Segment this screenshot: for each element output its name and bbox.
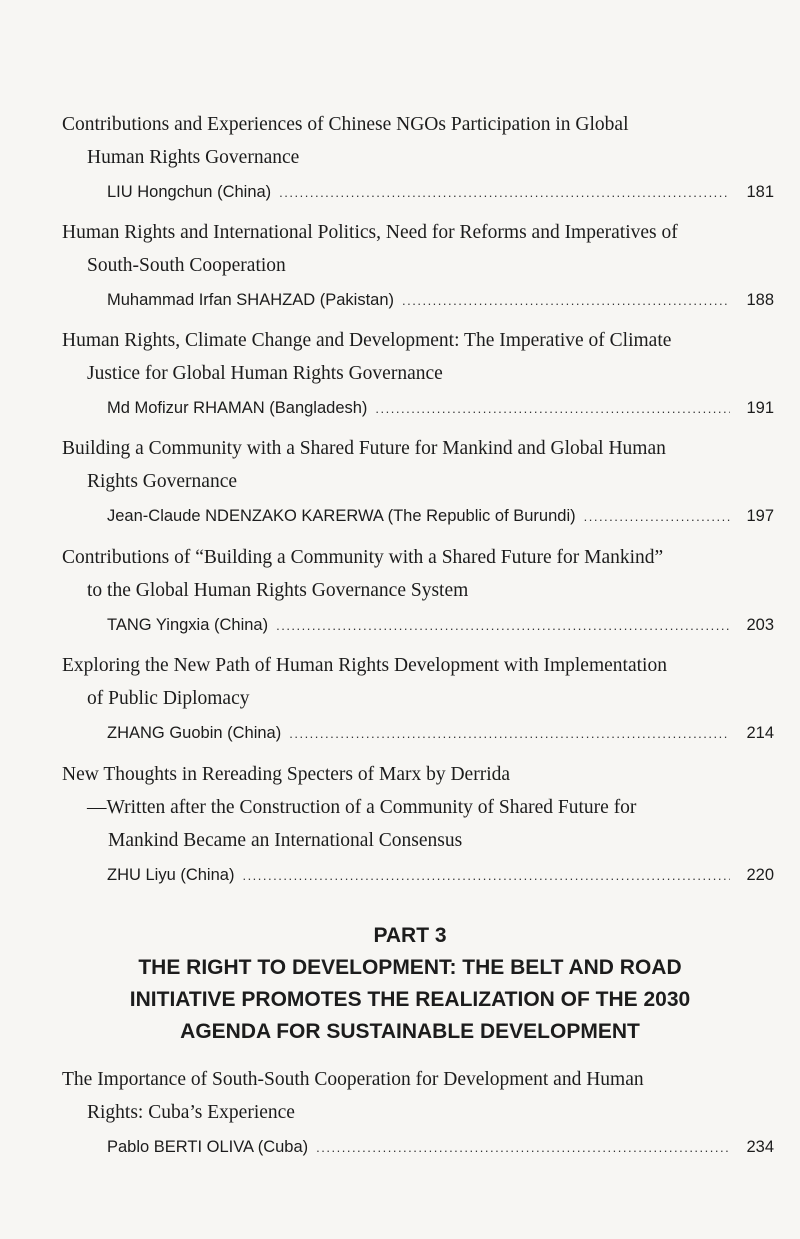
entry-title-line: —Written after the Construction of a Community of Shared Future for (87, 797, 637, 818)
toc-entry[interactable] (62, 324, 774, 426)
toc-entry[interactable] (62, 758, 774, 893)
part-heading (60, 920, 760, 1048)
entry-title-line: Mankind Became an International Consensus (108, 830, 463, 851)
part-title-line: INITIATIVE PROMOTES THE REALIZATION OF THE 2030 (129, 988, 691, 1011)
dot-leader (316, 1131, 730, 1165)
entry-title-line: South-South Cooperation (87, 255, 286, 276)
page-number: 197 (746, 507, 774, 525)
author-line (62, 175, 774, 210)
dot-leader (276, 609, 730, 643)
entry-title-line: The Importance of South-South Cooperation for Development and Human (62, 1069, 644, 1090)
entry-title-line: Building a Community with a Shared Future for Mankind and Global Human (62, 438, 666, 459)
entry-author: Jean-Claude NDENZAKO KARERWA (The Republic of Burundi) (107, 507, 576, 525)
entry-title (62, 758, 774, 857)
entry-title (62, 541, 774, 607)
dot-leader (289, 717, 730, 751)
entry-title-line: Human Rights and International Politics, Need for Reforms and Imperatives of (62, 222, 678, 243)
entry-title-line: New Thoughts in Rereading Specters of Marx by Derrida (62, 764, 511, 785)
entry-title-line: Rights: Cuba’s Experience (87, 1102, 295, 1123)
page-number: 214 (746, 724, 774, 742)
dot-leader (279, 176, 730, 210)
author-line (62, 716, 774, 751)
dot-leader (584, 500, 730, 534)
entry-title (62, 1063, 774, 1129)
entry-title-line: to the Global Human Rights Governance System (87, 580, 469, 601)
dot-leader (242, 859, 730, 893)
entry-title-line: Justice for Global Human Rights Governance (87, 363, 443, 384)
entry-author: ZHANG Guobin (China) (107, 724, 282, 742)
author-line (62, 391, 774, 426)
author-line (62, 1130, 774, 1165)
toc-entry[interactable] (62, 541, 774, 643)
author-line (62, 858, 774, 893)
entry-title (62, 324, 774, 390)
page-number: 191 (746, 399, 774, 417)
entry-author: Muhammad Irfan SHAHZAD (Pakistan) (107, 291, 395, 309)
entry-title (62, 432, 774, 498)
entry-author: LIU Hongchun (China) (107, 183, 272, 201)
entry-title (62, 649, 774, 715)
part-title-line: THE RIGHT TO DEVELOPMENT: THE BELT AND ROAD (138, 956, 682, 979)
toc-entry[interactable] (62, 108, 774, 210)
page-number: 234 (746, 1138, 774, 1156)
toc-entry[interactable] (62, 216, 774, 318)
page-number: 188 (746, 291, 774, 309)
entry-title-line: Exploring the New Path of Human Rights Development with Implementation (62, 655, 667, 676)
toc-entry[interactable] (62, 649, 774, 751)
entry-title (62, 216, 774, 282)
entry-title-line: of Public Diplomacy (87, 688, 250, 709)
page-number: 181 (746, 183, 774, 201)
part-label: PART 3 (373, 924, 447, 947)
dot-leader (375, 392, 730, 426)
entry-title (62, 108, 774, 174)
entry-title-line: Human Rights Governance (87, 147, 300, 168)
page-number: 220 (746, 866, 774, 884)
dot-leader (402, 284, 730, 318)
entry-author: TANG Yingxia (China) (107, 616, 269, 634)
page-number: 203 (746, 616, 774, 634)
entry-title-line: Rights Governance (87, 471, 238, 492)
entry-title-line: Contributions of “Building a Community with a Shared Future for Mankind” (62, 547, 664, 568)
entry-author: Pablo BERTI OLIVA (Cuba) (107, 1138, 309, 1156)
part-title-line: AGENDA FOR SUSTAINABLE DEVELOPMENT (180, 1020, 640, 1043)
author-line (62, 499, 774, 534)
author-line (62, 283, 774, 318)
toc-entry[interactable] (62, 1063, 774, 1165)
entry-title-line: Human Rights, Climate Change and Development: The Imperative of Climate (62, 330, 672, 351)
author-line (62, 608, 774, 643)
toc-entry[interactable] (62, 432, 774, 534)
entry-title-line: Contributions and Experiences of Chinese NGOs Participation in Global (62, 114, 629, 135)
entry-author: Md Mofizur RHAMAN (Bangladesh) (107, 399, 368, 417)
entry-author: ZHU Liyu (China) (107, 866, 235, 884)
